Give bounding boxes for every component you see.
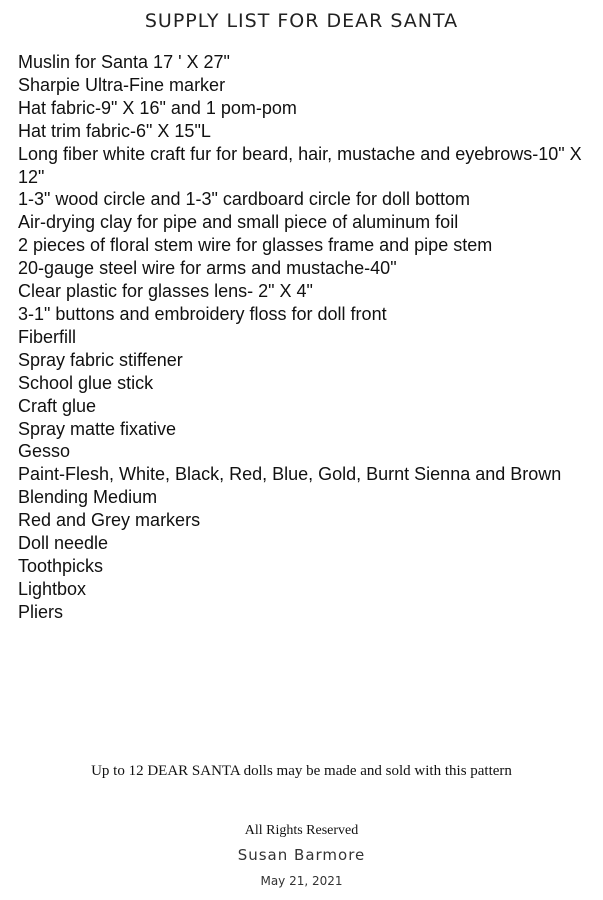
page-title: SUPPLY LIST FOR DEAR SANTA (144, 10, 459, 32)
list-item: Toothpicks (18, 555, 104, 576)
list-item: Air-drying clay for pipe and small piece of aluminum foil (18, 212, 459, 233)
list-item: Paint-Flesh, White, Black, Red, Blue, Gold, Burnt Sienna and Brown (18, 464, 562, 485)
list-item: Blending Medium (18, 487, 158, 508)
date: May 21, 2021 (260, 874, 343, 888)
list-item: Craft glue (18, 395, 97, 416)
list-item: 3-1" buttons and embroidery floss for doll front (18, 303, 387, 324)
list-item: Muslin for Santa 17 ' X 27" (18, 52, 230, 72)
supply-list (18, 51, 593, 624)
list-item: Lightbox (18, 578, 87, 599)
list-item: 2 pieces of floral stem wire for glasses frame and pipe stem (18, 235, 493, 256)
list-item: Pliers (18, 601, 64, 622)
list-item: 20-gauge steel wire for arms and mustache-40" (18, 258, 397, 279)
list-item: Sharpie Ultra-Fine marker (18, 74, 226, 95)
list-item: Hat fabric-9" X 16" and 1 pom-pom (18, 97, 297, 118)
list-item: Spray matte fixative (18, 418, 177, 439)
list-item: Gesso (18, 441, 71, 462)
usage-note: Up to 12 DEAR SANTA dolls may be made and sold with this pattern (91, 763, 512, 779)
list-item: Spray fabric stiffener (18, 349, 183, 370)
list-item: 1-3" wood circle and 1-3" cardboard circle for doll bottom (18, 189, 470, 210)
list-item: School glue stick (18, 372, 154, 393)
rights-notice: All Rights Reserved (244, 823, 359, 838)
list-item: Red and Grey markers (18, 510, 201, 531)
list-item: Hat trim fabric-6" X 15"L (18, 120, 211, 141)
author-name: Susan Barmore (237, 846, 366, 864)
list-item: Fiberfill (18, 326, 77, 347)
list-item: Doll needle (18, 533, 109, 554)
list-item: Clear plastic for glasses lens- 2" X 4" (18, 281, 313, 302)
list-item: Long fiber white craft fur for beard, hair, mustache and eyebrows-10" X 12" (18, 143, 582, 187)
